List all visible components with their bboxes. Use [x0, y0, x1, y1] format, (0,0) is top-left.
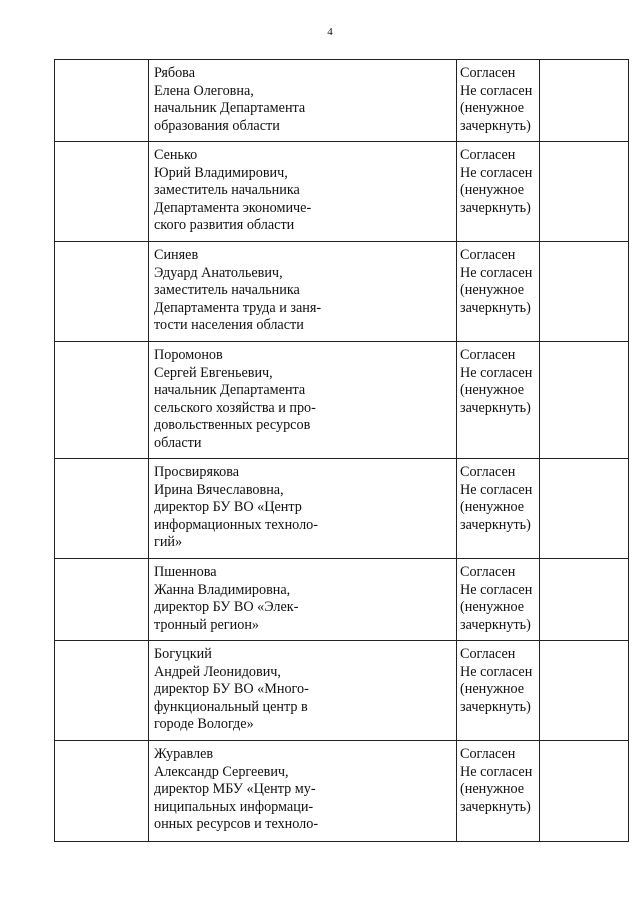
decision-text-line: Согласен	[460, 464, 516, 480]
official-text-line: Елена Олеговна,	[154, 82, 254, 99]
official-text-line: Александр Сергеевич,	[154, 763, 289, 780]
official-cell	[149, 242, 457, 342]
official-text-line: образования области	[154, 117, 280, 134]
page-number: 4	[327, 26, 333, 38]
decision-text-line: зачеркнуть)	[460, 399, 531, 416]
official-cell	[149, 60, 457, 142]
decision-text-line: Не согласен	[460, 663, 533, 680]
official-text-line: Пшеннова	[154, 564, 217, 580]
decision-text-line: зачеркнуть)	[460, 616, 531, 633]
official-cell	[149, 559, 457, 641]
approval-row	[55, 242, 629, 342]
decision-text-line: Не согласен	[460, 364, 533, 381]
official-text-line: городе Вологде»	[154, 716, 254, 733]
signature-cell	[540, 741, 629, 842]
decision-text-line: зачеркнуть)	[460, 798, 531, 815]
official-text-line: функциональный центр в	[154, 698, 308, 715]
official-text-line: Просвирякова	[154, 464, 240, 480]
decision-cell	[457, 459, 540, 559]
decision-text-line: (ненужное	[460, 182, 525, 199]
decision-text-line: зачеркнуть)	[460, 299, 531, 316]
decision-text-line: (ненужное	[460, 599, 525, 616]
decision-cell	[457, 342, 540, 459]
official-text-line: заместитель начальника	[154, 282, 300, 299]
row-number-cell	[55, 459, 149, 559]
signature-cell	[540, 459, 629, 559]
row-number-cell	[55, 60, 149, 142]
signature-cell	[540, 559, 629, 641]
decision-text-line: Не согласен	[460, 763, 533, 780]
official-text-line: онных ресурсов и техноло-	[154, 816, 319, 833]
official-text-line: Жанна Владимировна,	[154, 581, 291, 598]
signature-cell	[540, 342, 629, 459]
decision-text-line: Согласен	[460, 347, 516, 363]
decision-cell	[457, 142, 540, 242]
approval-row	[55, 741, 629, 842]
official-text-line: директор БУ ВО «Элек-	[154, 599, 299, 616]
row-number-cell	[55, 142, 149, 242]
signature-cell	[540, 60, 629, 142]
official-text-line: Эдуард Анатольевич,	[154, 264, 283, 281]
signature-cell	[540, 242, 629, 342]
decision-text-line: (ненужное	[460, 781, 525, 798]
official-cell	[149, 142, 457, 242]
decision-cell	[457, 741, 540, 842]
decision-text-line: Не согласен	[460, 481, 533, 498]
official-text-line: тронный регион»	[154, 616, 260, 633]
decision-text-line: (ненужное	[460, 681, 525, 698]
official-cell	[149, 342, 457, 459]
official-text-line: Департамента экономиче-	[154, 199, 312, 216]
official-text-line: области	[154, 434, 202, 451]
decision-text-line: Согласен	[460, 564, 516, 580]
approval-row	[55, 459, 629, 559]
row-number-cell	[55, 741, 149, 842]
official-text-line: Сенько	[154, 147, 198, 163]
approval-row	[55, 142, 629, 242]
official-text-line: заместитель начальника	[154, 182, 300, 199]
official-text-line: Сергей Евгеньевич,	[154, 364, 273, 381]
official-text-line: тости населения области	[154, 317, 304, 334]
decision-text-line: зачеркнуть)	[460, 117, 531, 134]
decision-text-line: Не согласен	[460, 264, 533, 281]
official-text-line: директор МБУ «Центр му-	[154, 781, 316, 798]
official-cell	[149, 641, 457, 741]
official-text-line: Богуцкий	[154, 646, 212, 662]
official-text-line: ского развития области	[154, 217, 295, 234]
official-text-line: ниципальных информаци-	[154, 798, 314, 815]
official-text-line: директор БУ ВО «Центр	[154, 499, 302, 516]
official-text-line: Журавлев	[154, 746, 214, 762]
row-number-cell	[55, 342, 149, 459]
official-text-line: сельского хозяйства и про-	[154, 399, 316, 416]
official-text-line: Юрий Владимирович,	[154, 164, 288, 181]
official-text-line: Поромонов	[154, 347, 223, 363]
approval-row	[55, 60, 629, 142]
decision-text-line: (ненужное	[460, 382, 525, 399]
official-cell	[149, 741, 457, 842]
official-text-line: Департамента труда и заня-	[154, 299, 322, 316]
official-text-line: Ирина Вячеславовна,	[154, 481, 284, 498]
decision-text-line: Согласен	[460, 646, 516, 662]
official-text-line: Андрей Леонидович,	[154, 663, 281, 680]
official-text-line: гий»	[154, 534, 183, 551]
decision-cell	[457, 559, 540, 641]
decision-text-line: Не согласен	[460, 164, 533, 181]
decision-text-line: зачеркнуть)	[460, 516, 531, 533]
official-text-line: начальник Департамента	[154, 100, 306, 117]
official-cell	[149, 459, 457, 559]
decision-text-line: Согласен	[460, 147, 516, 163]
decision-text-line: Согласен	[460, 746, 516, 762]
decision-text-line: (ненужное	[460, 100, 525, 117]
decision-text-line: (ненужное	[460, 499, 525, 516]
approval-row	[55, 641, 629, 741]
official-text-line: начальник Департамента	[154, 382, 306, 399]
signature-cell	[540, 641, 629, 741]
row-number-cell	[55, 242, 149, 342]
official-text-line: директор БУ ВО «Много-	[154, 681, 309, 698]
decision-text-line: Не согласен	[460, 581, 533, 598]
decision-text-line: зачеркнуть)	[460, 199, 531, 216]
official-text-line: Рябова	[154, 65, 195, 81]
decision-text-line: Согласен	[460, 247, 516, 263]
approval-table-body	[55, 60, 629, 842]
signature-cell	[540, 142, 629, 242]
decision-text-line: (ненужное	[460, 282, 525, 299]
decision-cell	[457, 242, 540, 342]
decision-text-line: Не согласен	[460, 82, 533, 99]
decision-text-line: Согласен	[460, 65, 516, 81]
approval-row	[55, 559, 629, 641]
official-text-line: информационных техноло-	[154, 516, 318, 533]
approval-table	[54, 59, 629, 842]
decision-cell	[457, 60, 540, 142]
official-text-line: Синяев	[154, 247, 199, 263]
decision-text-line: зачеркнуть)	[460, 698, 531, 715]
approval-row	[55, 342, 629, 459]
decision-cell	[457, 641, 540, 741]
official-text-line: довольственных ресурсов	[154, 417, 311, 434]
row-number-cell	[55, 641, 149, 741]
row-number-cell	[55, 559, 149, 641]
